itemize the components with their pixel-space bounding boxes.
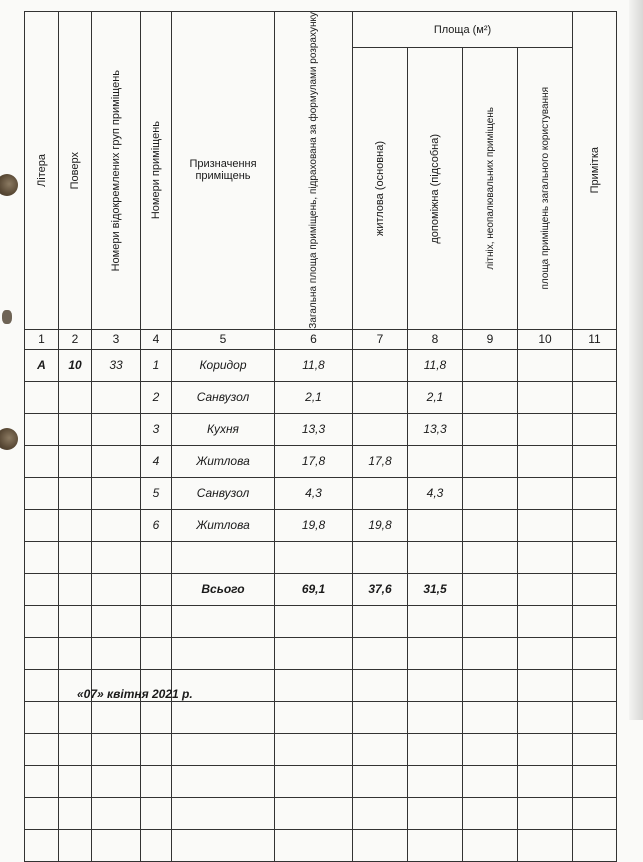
living-area-cell: 17,8 bbox=[353, 445, 408, 477]
total-area-cell: 11,8 bbox=[275, 349, 353, 381]
column-number: 6 bbox=[275, 329, 353, 349]
table-row bbox=[25, 605, 617, 637]
group-cell bbox=[92, 477, 141, 509]
totals-label: Всього bbox=[172, 573, 275, 605]
table-row bbox=[25, 413, 617, 445]
header-area-group: Площа (м²) bbox=[353, 12, 573, 48]
group-cell bbox=[92, 509, 141, 541]
table-row bbox=[25, 701, 617, 733]
floor-cell bbox=[59, 381, 92, 413]
column-number: 1 bbox=[25, 329, 59, 349]
empty-cell bbox=[518, 509, 573, 541]
empty-cell bbox=[518, 413, 573, 445]
group-cell bbox=[92, 381, 141, 413]
empty-cell bbox=[463, 349, 518, 381]
aux-area-cell: 2,1 bbox=[408, 381, 463, 413]
room-number-cell: 4 bbox=[141, 445, 172, 477]
purpose-cell: Санвузол bbox=[172, 477, 275, 509]
empty-cell bbox=[463, 477, 518, 509]
purpose-cell: Санвузол bbox=[172, 381, 275, 413]
purpose-cell: Коридор bbox=[172, 349, 275, 381]
room-area-table bbox=[24, 11, 617, 862]
living-area-cell bbox=[353, 477, 408, 509]
table-row bbox=[25, 733, 617, 765]
litera-cell bbox=[25, 413, 59, 445]
empty-cell bbox=[573, 477, 617, 509]
total-area-cell: 13,3 bbox=[275, 413, 353, 445]
aux-area-cell: 13,3 bbox=[408, 413, 463, 445]
table-row bbox=[25, 829, 617, 861]
litera-cell bbox=[25, 509, 59, 541]
totals-total-area: 69,1 bbox=[275, 573, 353, 605]
table-row bbox=[25, 349, 617, 381]
empty-cell bbox=[463, 413, 518, 445]
group-cell bbox=[92, 413, 141, 445]
header-aux-area: допоміжна (підсобна) bbox=[408, 47, 463, 329]
empty-cell bbox=[573, 349, 617, 381]
column-number: 8 bbox=[408, 329, 463, 349]
totals-row bbox=[25, 573, 617, 605]
litera-cell bbox=[25, 445, 59, 477]
total-area-cell: 4,3 bbox=[275, 477, 353, 509]
empty-cell bbox=[573, 381, 617, 413]
room-number-cell: 1 bbox=[141, 349, 172, 381]
totals-living-area: 37,6 bbox=[353, 573, 408, 605]
table-row bbox=[25, 445, 617, 477]
living-area-cell: 19,8 bbox=[353, 509, 408, 541]
empty-cell bbox=[518, 381, 573, 413]
punch-hole bbox=[0, 428, 18, 450]
table-row bbox=[25, 637, 617, 669]
empty-cell bbox=[463, 445, 518, 477]
column-number: 9 bbox=[463, 329, 518, 349]
header-room-numbers: Номери приміщень bbox=[141, 12, 172, 330]
group-cell: 33 bbox=[92, 349, 141, 381]
column-number: 10 bbox=[518, 329, 573, 349]
floor-cell bbox=[59, 509, 92, 541]
floor-cell bbox=[59, 413, 92, 445]
table-row bbox=[25, 509, 617, 541]
document-date: «07» квітня 2021 р. bbox=[77, 687, 193, 701]
group-cell bbox=[92, 445, 141, 477]
column-number: 7 bbox=[353, 329, 408, 349]
living-area-cell bbox=[353, 381, 408, 413]
room-number-cell: 2 bbox=[141, 381, 172, 413]
total-area-cell: 19,8 bbox=[275, 509, 353, 541]
aux-area-cell: 11,8 bbox=[408, 349, 463, 381]
header-litera: Літера bbox=[25, 12, 59, 330]
total-area-cell: 2,1 bbox=[275, 381, 353, 413]
column-number: 3 bbox=[92, 329, 141, 349]
aux-area-cell: 4,3 bbox=[408, 477, 463, 509]
header-living-area: житлова (основна) bbox=[353, 47, 408, 329]
punch-hole bbox=[0, 174, 18, 196]
room-number-cell: 5 bbox=[141, 477, 172, 509]
purpose-cell: Кухня bbox=[172, 413, 275, 445]
column-number: 2 bbox=[59, 329, 92, 349]
header-room-groups: Номери відокремлених груп приміщень bbox=[92, 12, 141, 330]
living-area-cell bbox=[353, 413, 408, 445]
header-summer-area: літніх, неопалювальних приміщень bbox=[463, 47, 518, 329]
empty-cell bbox=[573, 509, 617, 541]
aux-area-cell bbox=[408, 509, 463, 541]
empty-cell bbox=[518, 445, 573, 477]
table-row bbox=[25, 765, 617, 797]
empty-cell bbox=[573, 445, 617, 477]
header-note: Примітка bbox=[573, 12, 617, 330]
room-number-cell: 3 bbox=[141, 413, 172, 445]
column-number-row bbox=[25, 329, 617, 349]
table-row bbox=[25, 797, 617, 829]
header-total-area: Загальна площа приміщень, підрахована за формулами розрахунку bbox=[275, 12, 353, 330]
column-number: 4 bbox=[141, 329, 172, 349]
room-number-cell: 6 bbox=[141, 509, 172, 541]
empty-cell bbox=[518, 477, 573, 509]
column-number: 5 bbox=[172, 329, 275, 349]
column-number: 11 bbox=[573, 329, 617, 349]
litera-cell: А bbox=[25, 349, 59, 381]
header-floor: Поверх bbox=[59, 12, 92, 330]
table-row bbox=[25, 477, 617, 509]
table-row bbox=[25, 381, 617, 413]
empty-cell bbox=[518, 349, 573, 381]
header-common-area: площа приміщень загального користування bbox=[518, 47, 573, 329]
header-purpose: Призначення приміщень bbox=[172, 12, 275, 330]
floor-cell bbox=[59, 477, 92, 509]
totals-aux-area: 31,5 bbox=[408, 573, 463, 605]
total-area-cell: 17,8 bbox=[275, 445, 353, 477]
punch-hole bbox=[2, 310, 12, 324]
litera-cell bbox=[25, 477, 59, 509]
aux-area-cell bbox=[408, 445, 463, 477]
empty-cell bbox=[463, 509, 518, 541]
living-area-cell bbox=[353, 349, 408, 381]
table-row bbox=[25, 541, 617, 573]
empty-cell bbox=[573, 413, 617, 445]
purpose-cell: Житлова bbox=[172, 509, 275, 541]
litera-cell bbox=[25, 381, 59, 413]
floor-cell: 10 bbox=[59, 349, 92, 381]
purpose-cell: Житлова bbox=[172, 445, 275, 477]
page-edge-shadow bbox=[629, 0, 643, 720]
floor-cell bbox=[59, 445, 92, 477]
empty-cell bbox=[463, 381, 518, 413]
